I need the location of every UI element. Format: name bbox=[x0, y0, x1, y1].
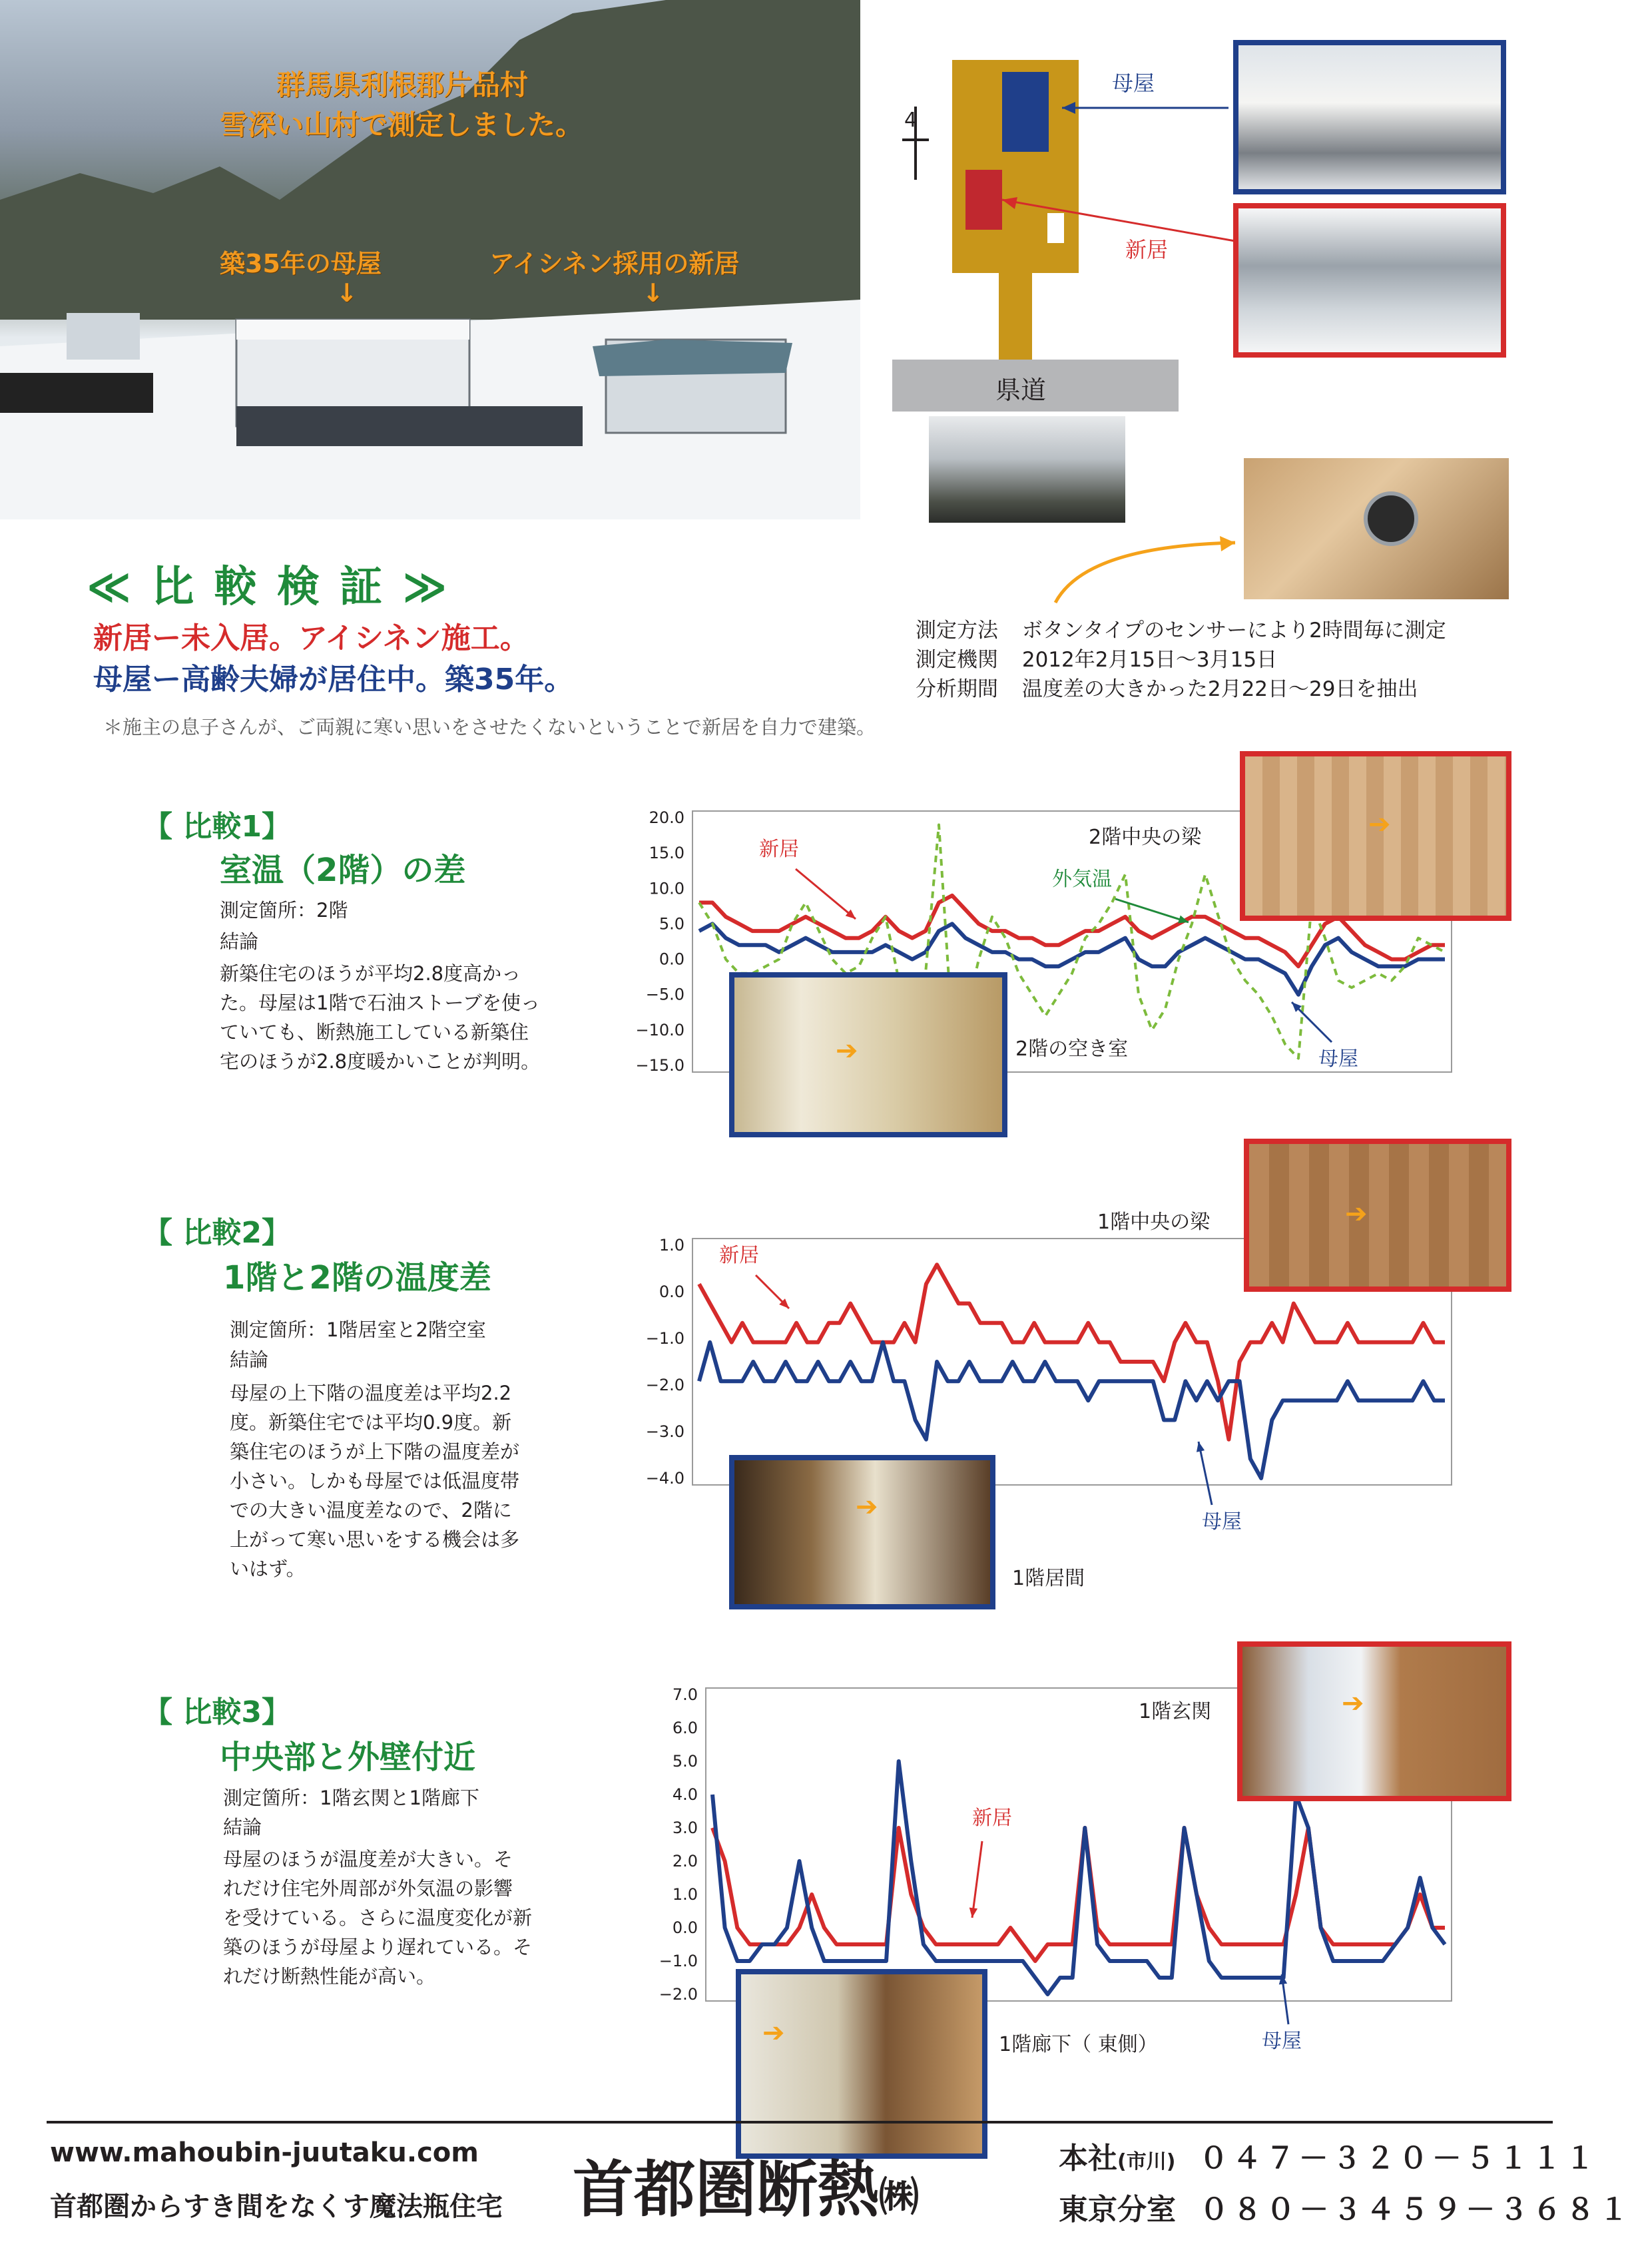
photo-2f-empty-room-caption: 2階の空き室 bbox=[1015, 1037, 1129, 1061]
section-1-body bbox=[220, 959, 606, 1076]
orange-arrow-icon: ➔ bbox=[1345, 1199, 1368, 1229]
photo-1f-hallway-caption: 1階廊下（ 東側） bbox=[999, 2033, 1158, 2056]
orange-arrow-icon: ➔ bbox=[1368, 809, 1391, 840]
body-line: 母屋のほうが温度差が大きい。そ bbox=[223, 1848, 513, 1870]
road-view-photo bbox=[929, 416, 1125, 523]
section-1-title: 【 比較1】 bbox=[143, 810, 291, 844]
comparison-line2: 母屋ー高齢夫婦が居住中。築35年。 bbox=[93, 663, 574, 697]
curved-arrow-icon bbox=[1045, 533, 1245, 606]
photo-1f-entrance-caption: 1階玄関 bbox=[1139, 1700, 1212, 1723]
comparison-line1: 新居ー未入居。アイシネン施工。 bbox=[93, 621, 529, 655]
photo-2f-beam-caption: 2階中央の梁 bbox=[1089, 826, 1202, 849]
body-line: 新築住宅のほうが平均2.8度高かっ bbox=[220, 962, 521, 985]
map-main-house-label: 母屋 bbox=[1112, 71, 1155, 96]
body-line: 上がって寒い思いをする機会は多 bbox=[230, 1528, 520, 1551]
orange-arrow-icon: ➔ bbox=[856, 1492, 878, 1522]
series-label: 新居 bbox=[972, 1807, 1012, 1830]
method-value: 温度差の大きかった2月22日～29日を抽出 bbox=[1021, 677, 1418, 701]
method-label: 測定方法 bbox=[916, 619, 998, 643]
orange-arrow-icon: ➔ bbox=[1342, 1688, 1364, 1719]
connector-arrow-icon bbox=[992, 193, 1238, 246]
orange-arrow-icon: ➔ bbox=[836, 1035, 858, 1066]
photo-1f-hallway bbox=[736, 1969, 987, 2159]
photo-1f-beam-caption: 1階中央の梁 bbox=[1097, 1211, 1211, 1234]
y-tick-label: −3.0 bbox=[645, 1422, 684, 1441]
y-tick-label: 1.0 bbox=[672, 1885, 698, 1904]
y-tick-label: 3.0 bbox=[672, 1819, 698, 1837]
body-line: れだけ断熱性能が高い。 bbox=[223, 1965, 436, 1988]
section-3-title: 【 比較3】 bbox=[143, 1695, 291, 1729]
y-tick-label: 5.0 bbox=[672, 1752, 698, 1771]
photo-1f-living-caption: 1階居間 bbox=[1012, 1567, 1085, 1590]
y-tick-label: 4.0 bbox=[672, 1785, 698, 1804]
section-2-title: 【 比較2】 bbox=[143, 1216, 291, 1250]
y-tick-label: −2.0 bbox=[645, 1376, 684, 1394]
method-label: 分析期間 bbox=[916, 677, 998, 701]
sensor-icon bbox=[1364, 491, 1418, 546]
north-icon: 4 bbox=[904, 109, 918, 132]
sensor-photo bbox=[1244, 458, 1509, 599]
footer-url[interactable]: www.mahoubin-juutaku.com bbox=[50, 2137, 479, 2168]
hq-label: 本社 bbox=[1059, 2141, 1117, 2175]
method-row bbox=[916, 645, 1446, 675]
company-name: 首都圏断熱 bbox=[573, 2153, 880, 2225]
y-tick-label: 20.0 bbox=[649, 808, 684, 827]
series-label: 母屋 bbox=[1262, 2030, 1302, 2053]
footer-company bbox=[573, 2141, 919, 2229]
pointer-arrowhead-icon bbox=[1197, 1442, 1205, 1452]
series-label: 新居 bbox=[719, 1244, 759, 1267]
footer-hq bbox=[1059, 2134, 1599, 2177]
new-house-photo bbox=[1233, 203, 1506, 358]
road-label: 県道 bbox=[995, 376, 1047, 405]
section-3-subtitle: 中央部と外壁付近 bbox=[220, 1739, 476, 1776]
section-2-subtitle: 1階と2階の温度差 bbox=[223, 1259, 491, 1296]
section-2-body bbox=[230, 1378, 616, 1583]
method-row bbox=[916, 616, 1446, 645]
footer-divider bbox=[47, 2121, 1553, 2124]
photo-1f-beam bbox=[1244, 1139, 1511, 1292]
section-3-place: 測定箇所：1階玄関と1階廊下 bbox=[223, 1787, 479, 1809]
y-tick-label: 0.0 bbox=[659, 1282, 684, 1301]
map-new-house-label: 新居 bbox=[1125, 237, 1169, 262]
y-tick-label: −1.0 bbox=[659, 1952, 698, 1970]
method-label: 測定機関 bbox=[916, 648, 998, 672]
y-tick-label: −2.0 bbox=[659, 1985, 698, 2004]
method-row bbox=[916, 675, 1446, 704]
body-line: 度。新築住宅では平均0.9度。新 bbox=[230, 1411, 512, 1434]
connector-arrow-icon bbox=[1052, 80, 1232, 120]
down-arrow-icon: ↓ bbox=[336, 278, 358, 308]
pointer-arrow-icon bbox=[972, 1841, 982, 1918]
comparison-note: ＊施主の息子さんが、ご両親に寒い思いをさせたくないということで新居を自力で建築。 bbox=[103, 716, 876, 738]
y-tick-label: 15.0 bbox=[649, 844, 684, 863]
photo-2f-empty-room bbox=[729, 972, 1007, 1137]
body-line: 宅のほうが2.8度暖かいことが判明。 bbox=[220, 1050, 541, 1073]
method-table bbox=[916, 616, 1446, 704]
company-suffix: ㈱ bbox=[879, 2174, 920, 2221]
hero-location-line2: 雪深い山村で測定しました。 bbox=[220, 109, 584, 141]
body-line: れだけ住宅外周部が外気温の影響 bbox=[223, 1877, 513, 1900]
y-tick-label: −10.0 bbox=[635, 1020, 684, 1039]
branch-label: 東京分室 bbox=[1059, 2193, 1176, 2227]
method-value: 2012年2月15日～3月15日 bbox=[1021, 648, 1278, 672]
hero-old-house-label: 築35年の母屋 bbox=[220, 249, 382, 278]
series-label: 母屋 bbox=[1202, 1510, 1242, 1534]
section-3-conclusion-label: 結論 bbox=[223, 1816, 262, 1839]
pointer-arrow-icon bbox=[796, 869, 856, 919]
section-2-conclusion-label: 結論 bbox=[230, 1348, 269, 1371]
y-tick-label: −15.0 bbox=[635, 1056, 684, 1075]
y-tick-label: 6.0 bbox=[672, 1719, 698, 1737]
hq-phone[interactable]: ０４７－３２０－５１１１ bbox=[1199, 2141, 1599, 2175]
y-tick-label: 2.0 bbox=[672, 1852, 698, 1870]
y-tick-label: −1.0 bbox=[645, 1329, 684, 1348]
branch-phone[interactable]: ０８０－３４５９－３６８１ bbox=[1199, 2193, 1632, 2227]
y-tick-label: −5.0 bbox=[645, 985, 684, 1004]
section-3-body bbox=[223, 1844, 623, 1991]
hero-photo bbox=[0, 0, 860, 519]
body-line: 小さい。しかも母屋では低温度帯 bbox=[230, 1470, 520, 1492]
y-tick-label: 5.0 bbox=[659, 914, 684, 934]
y-tick-label: 1.0 bbox=[659, 1236, 684, 1255]
footer-tagline: 首都圏からすき間をなくす魔法瓶住宅 bbox=[50, 2191, 503, 2222]
y-tick-label: −4.0 bbox=[645, 1469, 684, 1488]
method-value: ボタンタイプのセンサーにより2時間毎に測定 bbox=[1021, 619, 1446, 643]
main-house-photo bbox=[1233, 40, 1506, 194]
hq-city: (市川) bbox=[1117, 2150, 1176, 2173]
series-label: 母屋 bbox=[1318, 1047, 1358, 1071]
hero-new-house-label: アイシネン採用の新居 bbox=[489, 249, 740, 278]
series-label: 新居 bbox=[759, 838, 799, 861]
y-tick-label: 7.0 bbox=[672, 1685, 698, 1704]
body-line: 母屋の上下階の温度差は平均2.2 bbox=[230, 1382, 512, 1404]
body-line: を受けている。さらに温度変化が新 bbox=[223, 1906, 533, 1929]
section-1-place: 測定箇所：2階 bbox=[220, 899, 348, 922]
body-line: ていても、断熱施工している新築住 bbox=[220, 1021, 529, 1043]
section-1-conclusion-label: 結論 bbox=[220, 930, 259, 953]
body-line: いはず。 bbox=[230, 1558, 306, 1580]
y-tick-label: 0.0 bbox=[672, 1918, 698, 1937]
body-line: 築住宅のほうが上下階の温度差が bbox=[230, 1440, 520, 1463]
pointer-arrowhead-icon bbox=[969, 1908, 977, 1918]
photo-1f-entrance bbox=[1237, 1641, 1511, 1801]
down-arrow-icon: ↓ bbox=[643, 278, 664, 308]
section-2-place: 測定箇所：1階居室と2階空室 bbox=[230, 1318, 486, 1341]
section-1-subtitle: 室温（2階）の差 bbox=[220, 852, 466, 889]
hero-location-line1: 群馬県利根郡片品村 bbox=[276, 69, 529, 101]
body-line: 築のほうが母屋より遅れている。そ bbox=[223, 1936, 533, 1958]
footer-branch bbox=[1059, 2185, 1632, 2228]
y-tick-label: 10.0 bbox=[649, 879, 684, 898]
series-label: 外気温 bbox=[1052, 868, 1112, 891]
orange-arrow-icon: ➔ bbox=[762, 2018, 785, 2048]
body-line: た。母屋は1階で石油ストーブを使っ bbox=[220, 992, 541, 1014]
body-line: での大きい温度差なので、2階に bbox=[230, 1499, 512, 1522]
y-tick-label: 0.0 bbox=[659, 950, 684, 969]
photo-1f-living bbox=[729, 1455, 995, 1609]
comparison-title: ≪ 比 較 検 証 ≫ bbox=[87, 563, 450, 612]
